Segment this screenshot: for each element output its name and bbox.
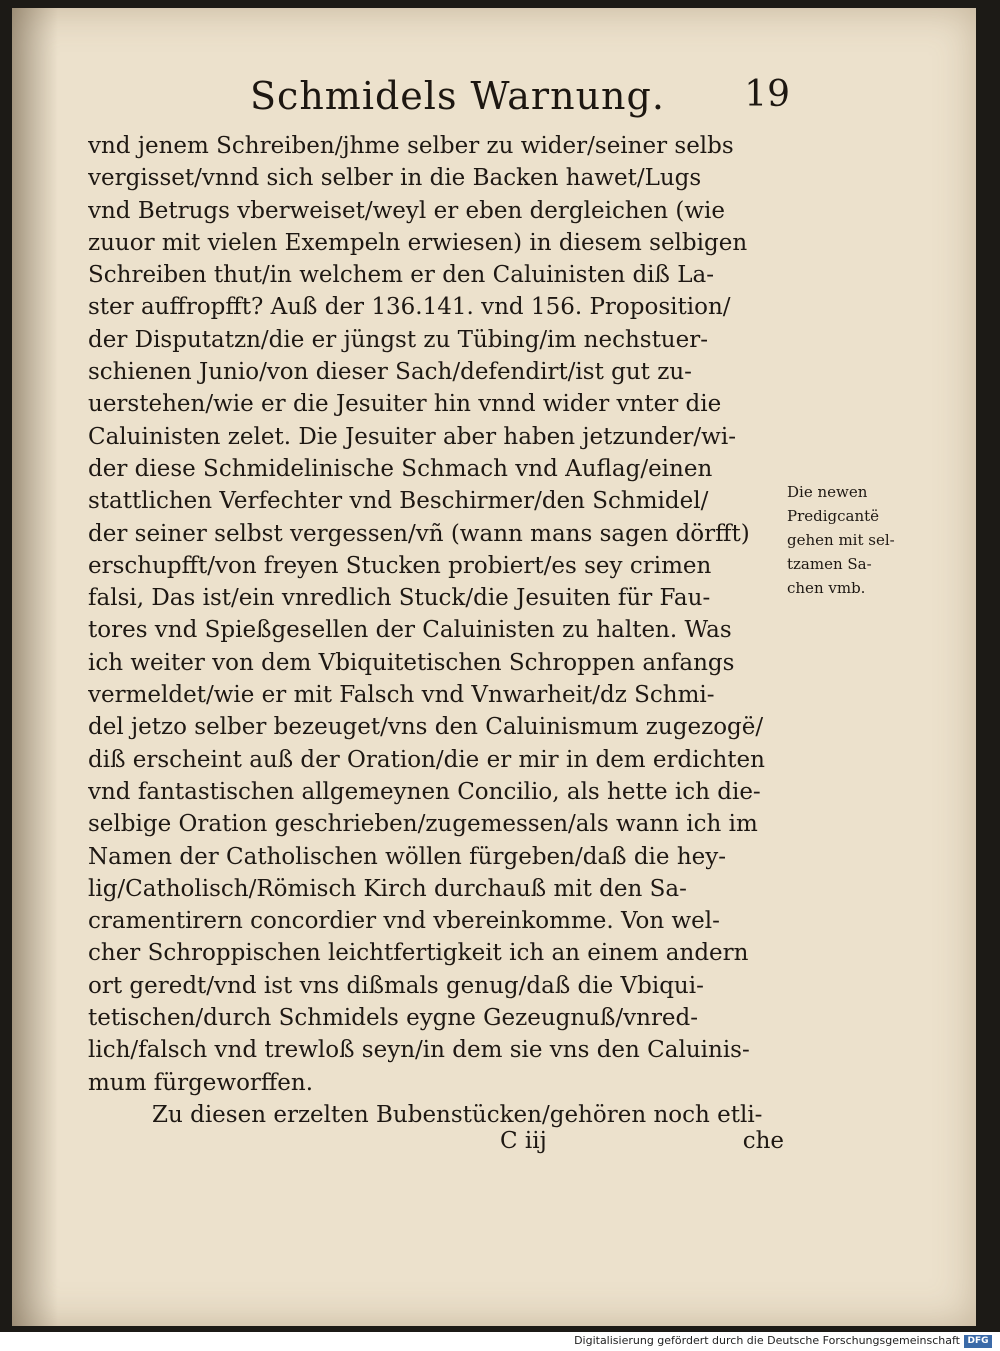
text-line: vnd Betrugs vberweiset/weyl er eben dergleichen (wie bbox=[88, 197, 726, 224]
body-text bbox=[88, 130, 788, 1131]
text-line: selbige Oration geschrieben/zugemessen/als wann ich im bbox=[88, 811, 758, 838]
margin-note-line: Predigcantë bbox=[787, 507, 880, 525]
text-line: der seiner selbst vergessen/vñ (wann mans sagen dörfft) bbox=[88, 520, 750, 547]
text-line: stattlichen Verfechter vnd Beschirmer/den Schmidel/ bbox=[88, 488, 709, 515]
footer-credit: Digitalisierung gefördert durch die Deutsche Forschungsgemeinschaft bbox=[574, 1334, 960, 1347]
text-line: zuuor mit vielen Exempeln erwiesen) in diesem selbigen bbox=[88, 229, 748, 256]
margin-note-line: Die newen bbox=[787, 483, 868, 501]
text-line: uerstehen/wie er die Jesuiter hin vnnd wider vnter die bbox=[88, 391, 722, 418]
text-line: tores vnd Spießgesellen der Caluinisten zu halten. Was bbox=[88, 617, 732, 644]
text-line: lich/falsch vnd trewloß seyn/in dem sie vns den Caluinis- bbox=[88, 1037, 750, 1064]
text-line: vergisset/vnnd sich selber in die Backen hawet/Lugs bbox=[88, 165, 702, 192]
text-line: tetischen/durch Schmidels eygne Gezeugnuß/vnred- bbox=[88, 1005, 699, 1032]
text-line: schienen Junio/von dieser Sach/defendirt/ist gut zu- bbox=[88, 359, 692, 386]
text-line: vnd jenem Schreiben/jhme selber zu wider/seiner selbs bbox=[88, 133, 734, 159]
margin-note-line: chen vmb. bbox=[787, 579, 866, 597]
text-line: der diese Schmidelinische Schmach vnd Auflag/einen bbox=[88, 455, 713, 482]
signature-mark: C iij bbox=[500, 1128, 547, 1154]
text-line: ich weiter von dem Vbiquitetischen Schroppen anfangs bbox=[88, 649, 735, 676]
margin-note-line: tzamen Sa- bbox=[787, 555, 872, 573]
text-line: diß erscheint auß der Oration/die er mir in dem erdichten bbox=[88, 746, 765, 773]
text-line: Zu diesen erzelten Bubenstücken/gehören noch etli- bbox=[152, 1101, 763, 1128]
text-line: cher Schroppischen leichtfertigkeit ich an einem andern bbox=[88, 940, 749, 967]
text-line: del jetzo selber bezeuget/vns den Caluinismum zugezogë/ bbox=[88, 714, 764, 741]
text-line: lig/Catholisch/Römisch Kirch durchauß mit den Sa- bbox=[88, 875, 687, 902]
text-line: Caluinisten zelet. Die Jesuiter aber haben jetzunder/wi- bbox=[88, 423, 736, 450]
catchword: che bbox=[742, 1128, 784, 1154]
text-line: Namen der Catholischen wöllen fürgeben/daß die hey- bbox=[88, 843, 727, 870]
text-line: vnd fantastischen allgemeynen Concilio, als hette ich die- bbox=[88, 778, 761, 805]
text-line: cramentirern concordier vnd vbereinkomme. Von wel- bbox=[88, 908, 720, 935]
text-line: ort geredt/vnd ist vns dißmals genug/daß die Vbiqui- bbox=[88, 972, 704, 999]
text-line: Schreiben thut/in welchem er den Caluinisten diß La- bbox=[88, 262, 714, 289]
catchword-row bbox=[88, 1128, 788, 1164]
binding-shadow bbox=[12, 8, 58, 1326]
dfg-logo: DFG bbox=[964, 1335, 992, 1348]
page-header bbox=[250, 74, 790, 124]
text-line: ster auffropfft? Auß der 136.141. vnd 156. Proposition/ bbox=[88, 294, 731, 321]
margin-note-line: gehen mit sel- bbox=[787, 531, 895, 549]
footer-bar bbox=[0, 1332, 1000, 1351]
text-line: erschupfft/von freyen Stucken probiert/es sey crimen bbox=[88, 552, 712, 579]
text-line: vermeldet/wie er mit Falsch vnd Vnwarheit/dz Schmi- bbox=[88, 682, 715, 709]
text-line: der Disputatzn/die er jüngst zu Tübing/im nechstuer- bbox=[88, 326, 709, 353]
text-line: mum fürgeworffen. bbox=[88, 1069, 314, 1096]
text-line: falsi, Das ist/ein vnredlich Stuck/die Jesuiten für Fau- bbox=[88, 585, 711, 612]
running-head: Schmidels Warnung. bbox=[250, 74, 665, 118]
margin-note bbox=[787, 480, 907, 600]
page-number: 19 bbox=[744, 74, 790, 115]
